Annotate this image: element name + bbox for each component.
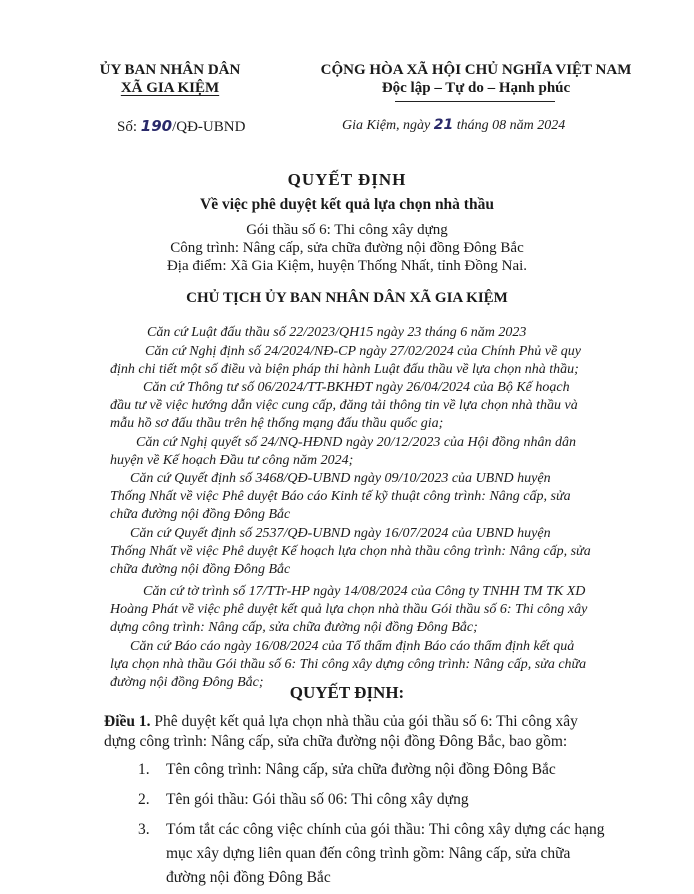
preamble-line: Căn cứ Quyết định số 3468/QĐ-UBND ngày 09/10/2023 của UBND huyện xyxy=(130,471,551,486)
preamble-line: lựa chọn nhà thầu Gói thầu số 6: Thi công xây dựng công trình: Nâng cấp, sửa chữa xyxy=(110,657,587,672)
number-suffix: /QĐ-UBND xyxy=(172,119,246,135)
list-item-number: 3. xyxy=(138,821,150,838)
motto-underline xyxy=(395,101,555,102)
preamble-line: chữa đường nội đồng Đông Bắc xyxy=(110,507,291,522)
document-number xyxy=(117,117,245,136)
document-date xyxy=(342,117,565,134)
preamble-line: huyện về Kế hoạch Đầu tư công năm 2024; xyxy=(110,453,354,468)
article-1-label: Điều 1. xyxy=(104,713,151,730)
preamble-line: Căn cứ tờ trình số 17/TTr-HP ngày 14/08/2024 của Công ty TNHH TM TK XD xyxy=(143,584,586,599)
number-prefix: Số: xyxy=(117,119,141,135)
list-item: Tên gói thầu: Gói thầu số 06: Thi công xây dựng xyxy=(166,791,469,808)
authority-heading: CHỦ TỊCH ỦY BAN NHÂN DÂN XÃ GIA KIỆM xyxy=(186,290,508,306)
project-line: Công trình: Nâng cấp, sửa chữa đường nội đồng Đông Bắc xyxy=(170,240,524,256)
list-item: Tóm tắt các công việc chính của gói thầu: Thi công xây dựng các hạng xyxy=(166,821,605,838)
location-line: Địa điểm: Xã Gia Kiệm, huyện Thống Nhất, tỉnh Đồng Nai. xyxy=(166,258,528,274)
list-item-number: 1. xyxy=(138,761,150,778)
article-1-line2: dựng công trình: Nâng cấp, sửa chữa đường nội đồng Đông Bắc, bao gồm: xyxy=(104,733,568,750)
document-title: QUYẾT ĐỊNH xyxy=(287,170,407,189)
preamble-line: Thống Nhất về việc Phê duyệt Báo cáo Kinh tế kỹ thuật công trình: Nâng cấp, sửa xyxy=(110,489,571,504)
preamble-line: Thống Nhất về việc Phê duyệt Kế hoạch lựa chọn nhà thầu công trình: Nâng cấp, sửa xyxy=(110,544,591,559)
preamble-line: chữa đường nội đồng Đông Bắc xyxy=(110,562,291,577)
decision-heading: QUYẾT ĐỊNH: xyxy=(289,683,405,702)
preamble-line: định chi tiết một số điều và biện pháp thi hành Luật đấu thầu về lựa chọn nhà thầu; xyxy=(110,362,579,377)
list-item-continuation: mục xây dựng liên quan đến công trình gồm: Nâng cấp, sửa chữa xyxy=(166,845,571,862)
article-1-text: Phê duyệt kết quả lựa chọn nhà thầu của gói thầu số 6: Thi công xây xyxy=(150,713,578,730)
document-subject: Về việc phê duyệt kết quả lựa chọn nhà thầu xyxy=(200,196,494,213)
date-day-handwritten: 21 xyxy=(433,117,454,133)
preamble-line: dựng công trình: Nâng cấp, sửa chữa đường nội đồng Đông Bắc; xyxy=(110,620,478,635)
preamble-line: Hoàng Phát về việc phê duyệt kết quả lựa chọn nhà thầu Gói thầu số 6: Thi công xây xyxy=(110,602,588,617)
date-suffix: tháng 08 năm 2024 xyxy=(453,118,566,133)
package-line: Gói thầu số 6: Thi công xây dựng xyxy=(246,222,448,238)
list-item: Tên công trình: Nâng cấp, sửa chữa đường nội đồng Đông Bắc xyxy=(166,761,556,778)
preamble-line: Căn cứ Quyết định số 2537/QĐ-UBND ngày 16/07/2024 của UBND huyện xyxy=(130,526,551,541)
list-item-number: 2. xyxy=(138,791,150,808)
preamble-line: Căn cứ Nghị quyết số 24/NQ-HĐND ngày 20/12/2023 của Hội đồng nhân dân xyxy=(136,435,577,450)
list-item-continuation: đường nội đồng Đông Bắc xyxy=(166,869,331,886)
preamble-line: Căn cứ Thông tư số 06/2024/TT-BKHĐT ngày 26/04/2024 của Bộ Kế hoạch xyxy=(143,380,570,395)
org-name-line1: ỦY BAN NHÂN DÂN xyxy=(99,62,241,78)
preamble-line: đầu tư về việc hướng dẫn việc cung cấp, đăng tải thông tin về lựa chọn nhà thầu và xyxy=(110,398,578,413)
nation-title: CỘNG HÒA XÃ HỘI CHỦ NGHĨA VIỆT NAM xyxy=(320,62,632,78)
org-name-line2: XÃ GIA KIỆM xyxy=(120,80,220,96)
number-handwritten: 190 xyxy=(140,117,173,135)
preamble-line: Căn cứ Báo cáo ngày 16/08/2024 của Tổ thẩm định Báo cáo thẩm định kết quả xyxy=(130,639,575,654)
preamble-line: Căn cứ Nghị định số 24/2024/NĐ-CP ngày 27/02/2024 của Chính Phủ về quy xyxy=(145,344,581,359)
preamble-line: Căn cứ Luật đấu thầu số 22/2023/QH15 ngày 23 tháng 6 năm 2023 xyxy=(147,325,527,340)
date-prefix: Gia Kiệm, ngày xyxy=(342,118,434,133)
preamble-line: đường nội đồng Đông Bắc; xyxy=(110,675,264,690)
nation-motto: Độc lập – Tự do – Hạnh phúc xyxy=(381,80,571,96)
preamble-line: mẫu hồ sơ đấu thầu trên hệ thống mạng đấu thầu quốc gia; xyxy=(110,416,444,431)
